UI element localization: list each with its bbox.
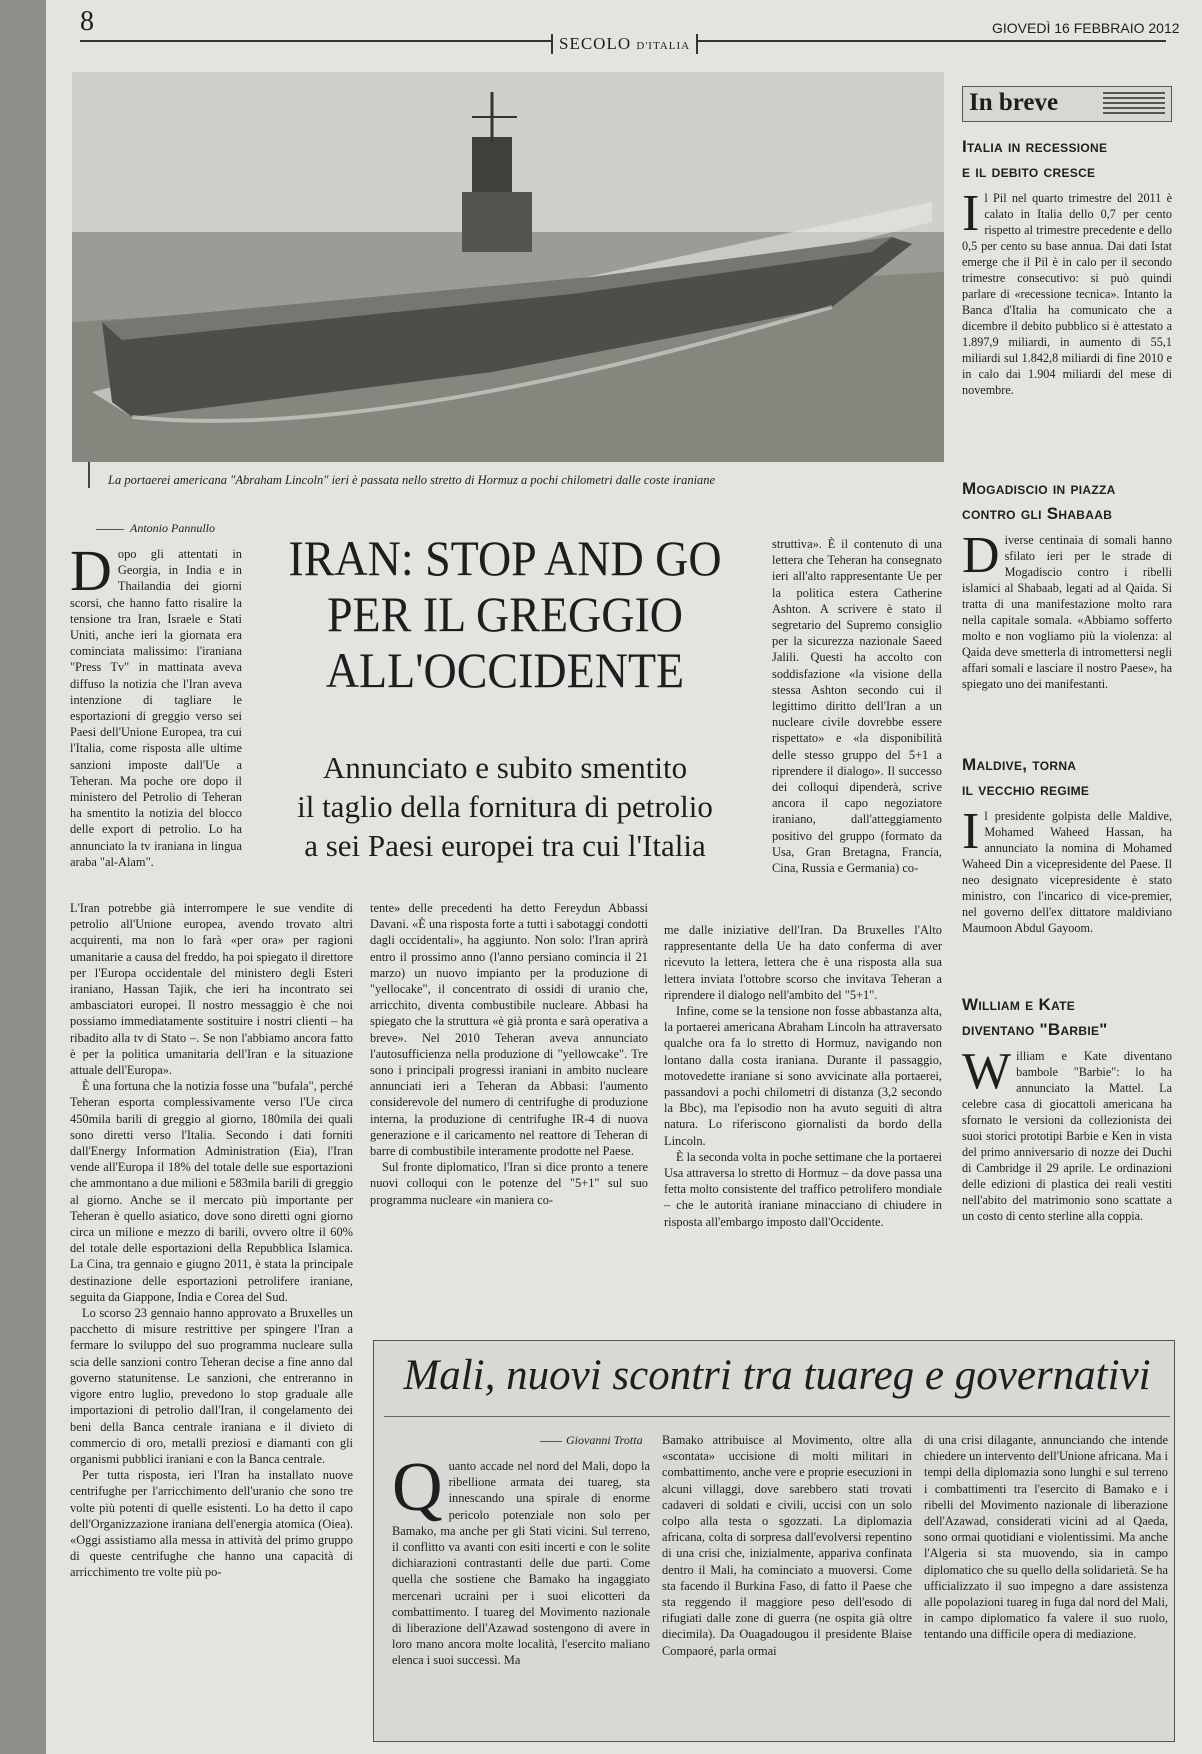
- photo-caption: La portaerei americana "Abraham Lincoln" ieri è passata nello stretto di Hormuz a pochi chilometri dalle coste iraniane: [108, 473, 716, 487]
- headline-line: PER IL GREGGIO: [326, 586, 684, 642]
- brief-headline-william-kate: [962, 992, 1172, 1042]
- newspaper-title-suffix: D'ITALIA: [636, 40, 691, 52]
- main-article-col2: [370, 900, 648, 1272]
- main-article-col3-bottom: [664, 922, 942, 1276]
- mali-dropcap: Q: [392, 1458, 443, 1526]
- paragraph: tente» delle precedenti ha detto Fereydun Abbassi Davani. «È una risposta forte a tutti i sabotaggi condotti dagli occidentali», ha aggiunto. Non solo: l'Iran aprirà entro il prossimo anno (l'anno persiano comincia il 21 marzo) un nuovo impianto per la produzione di "yellocake", il concentrato di ossidi di uranio che, arricchito, diventa combustibile nucleare. Abbasi ha spiegato che la struttura «è già pronta e sarà operativa a breve». Nel 2010 Teheran aveva annunciato l'autosufficienza nella produzione di "yellowcake". Tre sono i principali progressi iraniani in ambito nucleare annunciati ieri a Teheran da Abbasi: l'aumento considerevole del numero di centrifughe di produzione interna, la produzione di centrifughe IR-4 di nuova generazione e il caricamento nel reattore di Teheran di barre di combustibile interamente prodotte nel Paese.: [370, 901, 648, 1159]
- brief-headline-line: Mogadiscio in piazza: [962, 479, 1116, 498]
- mali-headline: Mali, nuovi scontri tra tuareg e governativi: [403, 1352, 1151, 1399]
- aircraft-carrier-illustration: [72, 72, 944, 462]
- brief-text-william-kate: [962, 1048, 1172, 1274]
- main-article-col3-top: [772, 536, 942, 922]
- brief-headline-line: il vecchio regime: [962, 780, 1090, 799]
- paragraph: Lo scorso 23 gennaio hanno approvato a Bruxelles un pacchetto di misure restrittive per spingere l'Iran a fermare lo sviluppo del suo programma nucleare sulla scia delle sanzioni contro Teheran decise a fine anno dal governo statunitense. Le sanzioni, che entreranno in vigore entro luglio, prevedono lo stop graduale alle importazioni di petrolio dall'Iran, il congelamento dei beni della Banca centrale iraniana e il divieto di commercio di oro, metalli preziosi e diamanti con gli organismi pubblici iraniani e con la Banca centrale.: [70, 1306, 353, 1466]
- main-article-dropcap: D: [70, 546, 112, 603]
- mali-col3-text: di una crisi dilagante, annunciando che intende chiedere un intervento dell'Unione africana. Ma i tempi della diplomazia sono lunghi e sul terreno i combattimenti tra l'esercito di Bamako e i ribelli del Movimento nazionale di liberazione dell'Azawad, considerati vicini ad al Qaeda, sono ormai quotidiani e violentissimi. Ma anche l'Algeria si sta muovendo, sia in campo diplomatico che su quello della solidarietà. Se ha ufficializzato il suo impegno a dare assistenza alle popolazioni tuareg in fuga dal nord del Mali, in campo diplomatico fa valere il suo ruolo, tentando una difficile opera di mediazione.: [924, 1433, 1168, 1642]
- main-headline: [275, 530, 735, 698]
- brief-headline-mogadiscio: [962, 476, 1172, 526]
- paragraph: È la seconda volta in poche settimane che la portaerei Usa attraversa lo stretto di Hormuz – da dove passa una fetta molto consistente del traffico petrolifero mondiale – che le autorità iraniane minacciano di chiudere in risposta all'embargo imposto dall'Occidente.: [664, 1149, 942, 1229]
- in-breve-title: In breve: [969, 89, 1059, 116]
- mali-col1-text: uanto accade nel nord del Mali, dopo la ribellione armata dei tuareg, sta innescando una spirale di enorme pericolo potenziale non solo per Bamako, ma anche per gli Stati vicini. Sul terreno, il conflitto va avanti con esiti incerti e con le solite dichiarazioni contrastanti delle due parti. Come quella che sostiene che Bamako ha ingaggiato mercenari ucraini per i suoi elicotteri da combattimento. I tuareg del Movimento nazionale di liberazione dell'Azawad sostengono di avere in loro mano ancora molte località, l'esercito maliano elenca i suoi successi. Ma: [392, 1459, 650, 1668]
- headline-line: ALL'OCCIDENTE: [325, 642, 685, 698]
- brief-text-mogadiscio: [962, 532, 1172, 734]
- paragraph: me dalle iniziative dell'Iran. Da Bruxelles l'Alto rappresentante della Ue ha dato conferma di aver ricevuto la lettera, lettera che è una risposta alla sua lettera inviata l'ottobre scorso che invitava Teheran a riprendere il dialogo nell'ambito del "5+1".: [664, 923, 942, 1002]
- brief-body: l Pil nel quarto trimestre del 2011 è calato in Italia dello 0,7 per cento rispetto al trimestre precedente e dello 0,5 per cento su base annua. Dai dati Istat emerge che il Pil è in calo per il secondo trimestre consecutivo: si può quindi parlare di «recessione tecnica». Intanto la Banca d'Italia ha comunicato che a dicembre il debito pubblico si è attestato a 1.897,9 miliardi, in aumento di 55,1 miliardi sul 1.842,8 miliardi di fine 2010 e in calo dai 1.904 miliardi del mese di novembre.: [962, 191, 1172, 397]
- brief-body: iverse centinaia di somali hanno sfilato ieri per le strade di Mogadiscio contro i ribelli islamici al Shabaab, legati ad al Qaida. Si tratta di una manifestazione molto rara nella capitale somala. «Abbiamo sofferto molto e non vogliamo più la violenza: al Qaida deve smetterla di intromettersi negli affari somali e lasciare il nostro Paese», ha spiegato uno dei manifestanti.: [962, 533, 1172, 691]
- brief-headline-line: Italia in recessione: [962, 137, 1108, 156]
- subhead-line: a sei Paesi europei tra cui l'Italia: [304, 828, 706, 863]
- brief-headline-line: e il debito cresce: [962, 162, 1096, 181]
- brief-dropcap: I: [962, 190, 980, 242]
- main-article-col1-bottom: [70, 900, 353, 1742]
- mali-article-col3: [924, 1432, 1168, 1734]
- issue-date: GIOVEDÌ 16 FEBBRAIO 2012: [992, 20, 1180, 36]
- main-subhead: [255, 748, 755, 865]
- brief-headline-line: contro gli Shabaab: [962, 504, 1113, 523]
- headline-line: IRAN: STOP AND GO: [288, 530, 722, 586]
- mali-article-col1: [392, 1458, 650, 1734]
- paragraph: L'Iran potrebbe già interrompere le sue vendite di petrolio all'Unione europea, avendo trovato altri acquirenti, ma non lo farà «per ora» per ragioni umanitarie a causa del freddo, ha poi spiegato il direttore per l'Europa occidentale del ministero degli Esteri iraniano, Hassan Tajik, che ieri ha incontrato sei ambasciatori europei. Il nostro messaggio è che noi possiamo immediatamente sostituire i nostri clienti – ha ribadito alla tv di Stato –. Se non l'abbiamo ancora fatto è per la politica umanitaria dell'Iran e la situazione attuale dell'Europa».: [70, 901, 353, 1078]
- mali-article-byline: Giovanni Trotta: [566, 1433, 643, 1447]
- subhead-line: il taglio della fornitura di petrolio: [297, 789, 713, 824]
- main-article-col1-top-text: opo gli attentati in Georgia, in India e in Thailandia dei giorni scorsi, che hanno fatto risalire la tensione tra Iran, Israele e Stati Uniti, anche ieri la giornata era cominciata malissimo: l'iraniana "Press Tv" in mattinata aveva diffuso la notizia che l'Iran aveva intenzione di tagliare le esportazioni di greggio verso sei Paesi dell'Unione Europea, tra cui l'Italia, come risposta alle ultime sanzioni imposte dall'Ue a Teheran. Ma poche ore dopo il ministero del Petrolio di Teheran ha smentito la notizia del blocco delle export di petrolio. Lo ha annunciato la tv iraniana in lingua araba "al-Alam".: [70, 547, 242, 869]
- paragraph: struttiva». È il contenuto di una lettera che Teheran ha consegnato ieri all'alto rappresentante Ue per la politica estera Catherine Ashton. A scrivere è stato il segretario del Supremo consiglio per la sicurezza nazionale Saeed Jalili. Questi ha accolto con soddisfazione «la visione della stessa Ashton secondo cui il legittimo diritto dell'Iran a un nucleare civile dovrebbe essere rispettato» e «la disponibilità delle stesso gruppo del 5+1 a riprendere il dialogo». Il successo dei colloqui dipenderà, scrive ancora il capo negoziatore iraniano, dall'atteggiamento positivo del gruppo (formato da Usa, Gran Bretagna, Francia, Cina, Russia e Germania) co-: [772, 537, 942, 876]
- mali-article-col2: [662, 1432, 912, 1734]
- brief-body: l presidente golpista delle Maldive, Mohamed Waheed Hassan, ha annunciato la nomina di Mohamed Waheed Din a vicepresidente del Paese. Il neo designato vicepresidente è stato ministro, con l'incarico di vice-premier, nel governo dell'ex dittatore maldiviano Maumoon Abdul Gayoom.: [962, 809, 1172, 935]
- brief-headline-line: diventano "Barbie": [962, 1020, 1108, 1039]
- newspaper-title-main: SECOLO: [559, 34, 632, 53]
- paragraph: Sul fronte diplomatico, l'Iran si dice pronto a tenere nuovi colloqui con le potenze del "5+1" sul suo programma nucleare «in maniera co-: [370, 1160, 648, 1207]
- paragraph: Infine, come se la tensione non fosse abbastanza alta, la portaerei americana Abraham Lincoln ha attraversato qualche ora fa lo stretto di Hormuz, navigando non lontano dalla costa iraniana. Durante il passaggio, motovedette iraniane si sono avvicinate alla portaerei, passandovi a pochi chilometri di distanza (3,2 secondo la Bbc), ma l'episodio non ha avuto seguiti di altra natura. Lo riferiscono giornalisti da bordo della Lincoln.: [664, 1004, 942, 1148]
- decorative-lines: [1103, 92, 1165, 116]
- brief-headline-line: Maldive, torna: [962, 755, 1077, 774]
- in-breve-header: [962, 86, 1172, 122]
- brief-dropcap: I: [962, 808, 980, 860]
- paragraph: Per tutta risposta, ieri l'Iran ha installato nuove centrifughe per l'arricchimento dell'uranio che sono tre volte più potenti di quelle esistenti. Lo ha detto il capo dell'Organizzazione iraniana dell'energia atomica (Oiea). «Oggi assistiamo alla messa in attività del primo gruppo di queste centrifughe che hanno una capacità di arricchimento tre volte più po-: [70, 1468, 353, 1580]
- paragraph: È una fortuna che la notizia fosse una "bufala", perché Teheran esporta complessivamente verso l'Ue circa 450mila barili di greggio al giorno, 180mila dei quali sono diretti verso l'Italia. Secondo i dati forniti dall'Energy Information Administration (Eia), l'Iran vende all'Europa il 18% del totale delle sue esportazioni che ammontano a due milioni e 583mila barili di greggio al giorno. Anche se il mercato più importante per Teheran è quello asiatico, dove sono diretti ogni giorno circa un milione e mezzo di barili, ovvero oltre il 60% del totale delle esportazioni della Repubblica Islamica. La Cina, tra gennaio e giugno 2011, è stata la principale destinazione delle esportazioni petrolifere iraniane, seguita da Giappone, India e Corea del Sud.: [70, 1079, 353, 1304]
- caption-bar: [88, 462, 90, 488]
- mali-headline-rule: [384, 1416, 1170, 1417]
- brief-dropcap: W: [962, 1048, 1012, 1100]
- brief-headline-italia: [962, 134, 1172, 184]
- brief-dropcap: D: [962, 532, 1000, 584]
- subhead-line: Annunciato e subito smentito: [322, 750, 688, 785]
- main-article-col1-top: [70, 546, 242, 896]
- brief-text-maldive: [962, 808, 1172, 982]
- byline-rule: [96, 529, 124, 530]
- brief-text-italia: [962, 190, 1172, 452]
- brief-body: illiam e Kate diventano bambole "Barbie": lo ha annunciato la Mattel. La celebre casa di giocattoli americana ha sfornato le versioni da collezionista dei suoi storici prototipi Barbie e Ken in vista del primo anniversario di nozze dei Duchi di Cambridge il 29 aprile. Le ordinazioni delle edizioni di plastica dei reali vestiti nell'abito del matrimonio sono scattate a un costo di cento sterline alla coppia.: [962, 1049, 1172, 1223]
- brief-headline-maldive: [962, 752, 1172, 802]
- main-article-byline: Antonio Pannullo: [130, 521, 215, 535]
- byline-rule: [540, 1441, 562, 1442]
- aircraft-carrier-photo: [72, 72, 944, 462]
- brief-headline-line: William e Kate: [962, 995, 1076, 1014]
- page-number: 8: [80, 6, 94, 37]
- mali-col2-text: Bamako attribuisce al Movimento, oltre alla «scontata» uccisione di molti militari in combattimento, anche vere e proprie esecuzioni in alcuni villaggi, dove sarebbero stati trovati cadaveri di soldati e civili, uccisi con un solo colpo alla testa o sgozzati. La diplomazia africana, colta di sorpresa dall'evolversi repentino di una crisi che, inizialmente, appariva confinata dentro il Mali, ha cominciato a muoversi. Come sta facendo il Burkina Faso, di fatto il Paese che sta reggendo il maggiore peso dell'esodo di rifugiati dalle zone di guerra (ne ospita già oltre diecimila). Da Ouagadougou il presidente Blaise Compaoré, parla ormai: [662, 1433, 912, 1658]
- newspaper-title: [551, 34, 698, 54]
